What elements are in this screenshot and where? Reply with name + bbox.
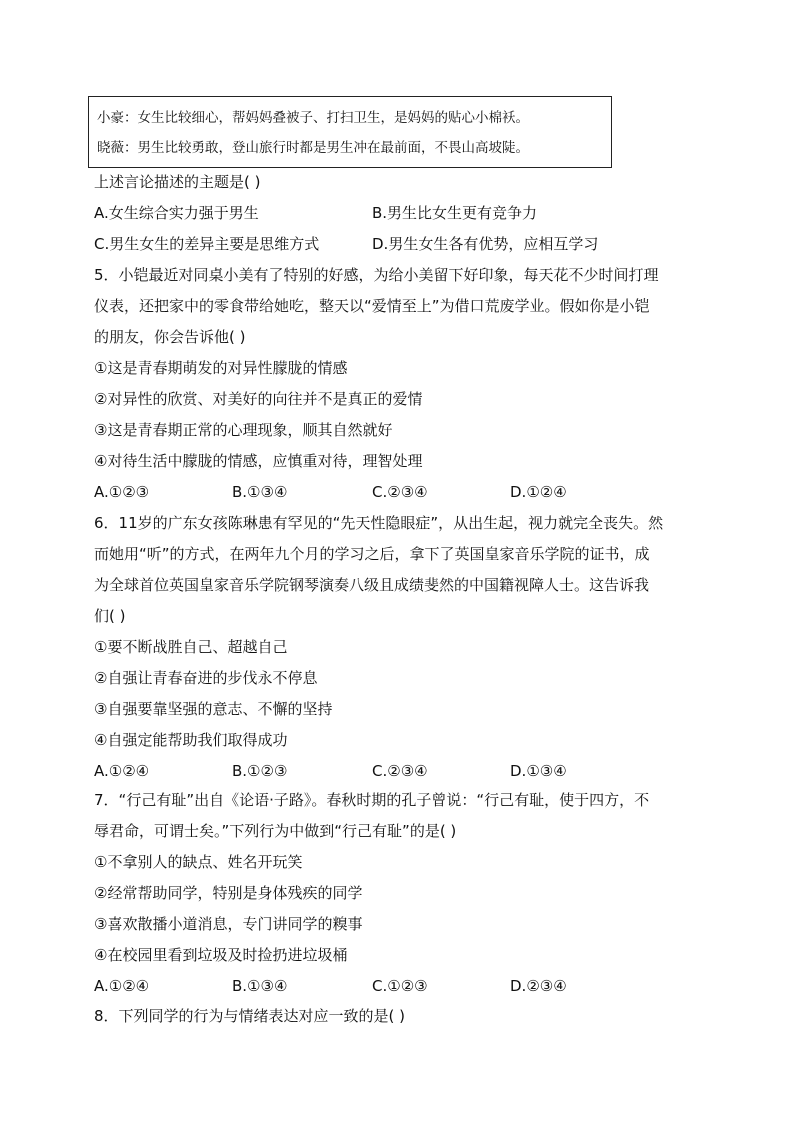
q7-option-c: C.①②③ bbox=[372, 977, 428, 995]
q5-item-4: ④对待生活中朦胧的情感，应慎重对待，理智处理 bbox=[94, 452, 423, 470]
q5-option-d: D.①②④ bbox=[510, 483, 567, 501]
q7-item-1: ①不拿别人的缺点、姓名开玩笑 bbox=[94, 853, 303, 871]
q6-item-2: ②自强让青春奋进的步伐永不停息 bbox=[94, 669, 318, 687]
q4-stem: 上述言论描述的主题是( ) bbox=[94, 173, 261, 191]
q7-stem-line: 辱君命，可谓士矣。”下列行为中做到“行己有耻”的是( ) bbox=[94, 822, 457, 840]
q8-stem: 8．下列同学的行为与情绪表达对应一致的是( ) bbox=[94, 1007, 406, 1025]
q7-item-3: ③喜欢散播小道消息，专门讲同学的糗事 bbox=[94, 915, 363, 933]
quote-box bbox=[88, 96, 612, 168]
q7-stem-line: 7．“行己有耻”出自《论语·子路》。春秋时期的孔子曾说：“行己有耻，使于四方，不 bbox=[94, 791, 650, 809]
q4-option-a: A.女生综合实力强于男生 bbox=[94, 204, 259, 222]
q6-stem-line: 为全球首位英国皇家音乐学院钢琴演奏八级且成绩斐然的中国籍视障人士。这告诉我 bbox=[94, 576, 650, 594]
q5-item-2: ②对异性的欣赏、对美好的向往并不是真正的爱情 bbox=[94, 390, 423, 408]
q5-options bbox=[94, 481, 714, 503]
q5-stem-line: 5．小铠最近对同桌小美有了特别的好感，为给小美留下好印象，每天花不少时间打理 bbox=[94, 266, 659, 284]
quote-xiaowei: 晓薇：男生比较勇敢，登山旅行时都是男生冲在最前面，不畏山高坡陡。 bbox=[97, 140, 529, 156]
quote-xiaohao: 小豪：女生比较细心，帮妈妈叠被子、打扫卫生，是妈妈的贴心小棉袄。 bbox=[97, 110, 529, 126]
q6-item-3: ③自强要靠坚强的意志、不懈的坚持 bbox=[94, 700, 333, 718]
q6-stem-line: 们( ) bbox=[94, 607, 126, 625]
q7-item-4: ④在校园里看到垃圾及时捡扔进垃圾桶 bbox=[94, 946, 348, 964]
q7-option-d: D.②③④ bbox=[510, 977, 567, 995]
q5-stem-line: 的朋友，你会告诉他( ) bbox=[94, 328, 246, 346]
q5-option-c: C.②③④ bbox=[372, 483, 428, 501]
q6-option-a: A.①②④ bbox=[94, 762, 150, 780]
q7-option-b: B.①③④ bbox=[232, 977, 288, 995]
q6-item-4: ④自强定能帮助我们取得成功 bbox=[94, 731, 288, 749]
q5-item-3: ③这是青春期正常的心理现象，顺其自然就好 bbox=[94, 421, 393, 439]
q7-item-2: ②经常帮助同学，特别是身体残疾的同学 bbox=[94, 884, 363, 902]
q4-option-b: B.男生比女生更有竞争力 bbox=[372, 204, 538, 222]
q5-option-b: B.①③④ bbox=[232, 483, 288, 501]
q7-options bbox=[94, 975, 714, 997]
q6-stem-line: 而她用“听”的方式，在两年九个月的学习之后，拿下了英国皇家音乐学院的证书，成 bbox=[94, 545, 650, 563]
q6-item-1: ①要不断战胜自己、超越自己 bbox=[94, 638, 288, 656]
q4-options-row-2 bbox=[94, 233, 714, 255]
q5-stem-line: 仪表，还把家中的零食带给她吃，整天以“爱情至上”为借口荒废学业。假如你是小铠 bbox=[94, 297, 650, 315]
q5-item-1: ①这是青春期萌发的对异性朦胧的情感 bbox=[94, 359, 348, 377]
q6-options bbox=[94, 760, 714, 782]
q6-option-c: C.②③④ bbox=[372, 762, 428, 780]
q7-option-a: A.①②④ bbox=[94, 977, 150, 995]
q5-option-a: A.①②③ bbox=[94, 483, 150, 501]
q4-option-c: C.男生女生的差异主要是思维方式 bbox=[94, 235, 320, 253]
q4-options-row-1 bbox=[94, 202, 714, 224]
q6-option-d: D.①③④ bbox=[510, 762, 567, 780]
q6-stem-line: 6．11岁的广东女孩陈琳患有罕见的“先天性隐眼症”，从出生起，视力就完全丧失。然 bbox=[94, 514, 664, 532]
q4-option-d: D.男生女生各有优势，应相互学习 bbox=[372, 235, 599, 253]
q6-option-b: B.①②③ bbox=[232, 762, 288, 780]
